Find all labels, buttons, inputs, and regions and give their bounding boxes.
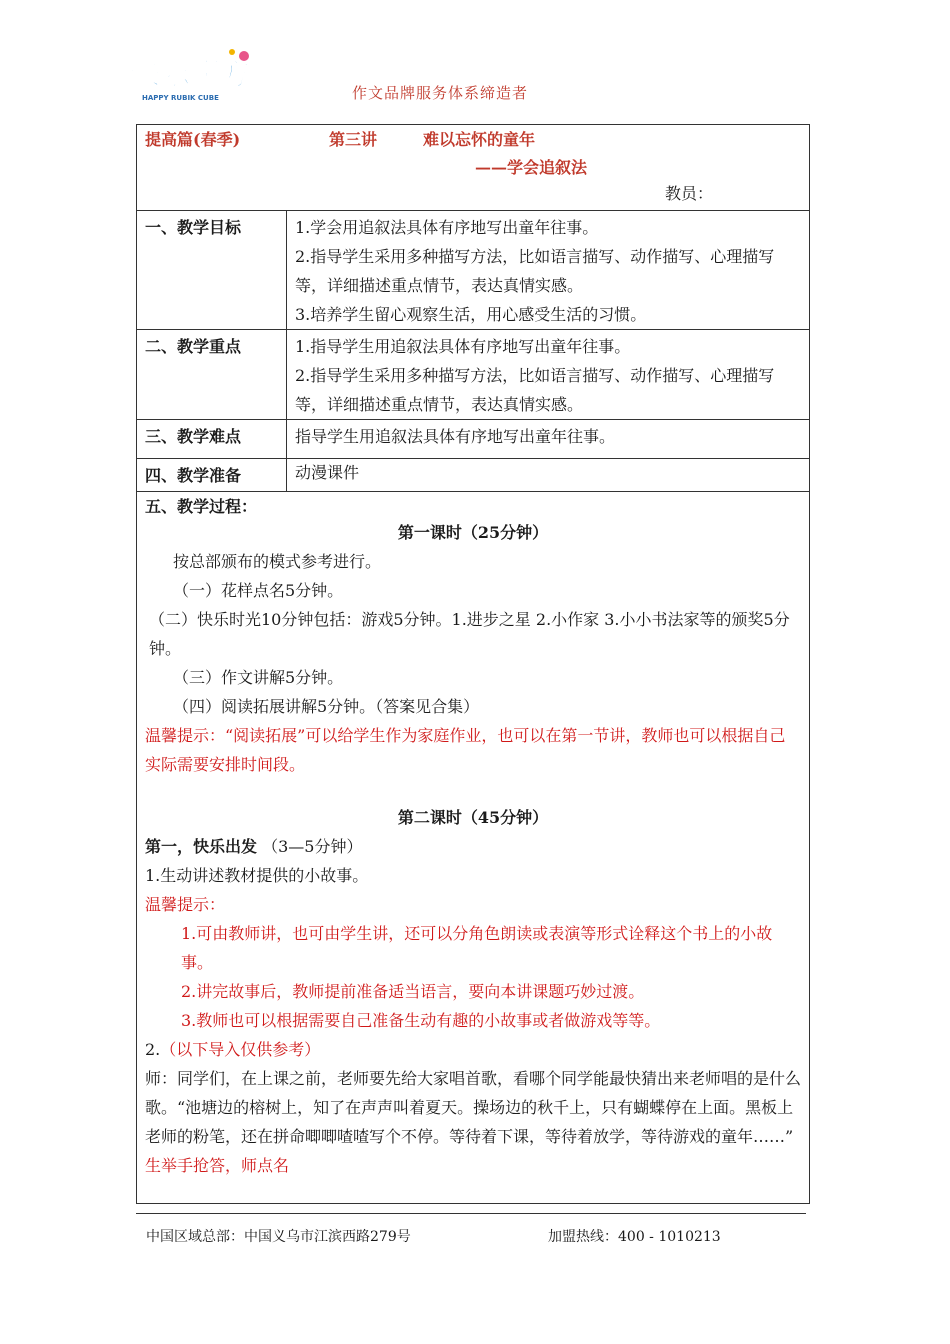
item-2-number: 2. (145, 1040, 161, 1059)
lesson-number: 第三讲 (329, 130, 378, 149)
lesson-title: 难以忘怀的童年 (423, 130, 536, 149)
row-difficulties (137, 420, 809, 459)
row-line: 3.培养学生留心观察生活，用心感受生活的习惯。 (295, 305, 647, 324)
warm-tip-2-item: 2.讲完故事后，教师提前准备适当语言，要向本讲课题巧妙过渡。 (181, 982, 645, 1001)
logo-subtitle: HAPPY RUBIK CUBE (142, 94, 219, 102)
teacher-speech: 师：同学们，在上课之前，老师要先给大家唱首歌，看哪个同学能最快猜出来老师唱的是什么歌。“池塘边的榕树上，知了在声声叫着夏天。操场边的秋千上，只有蝴蝶停在上面。黑板上老师的粉笔，还在拼命唧唧喳喳写个不停。等待着下课，等待着放学，等待游戏的童年……” (145, 1069, 802, 1146)
warm-tip-2-item: 3.教师也可以根据需要自己准备生动有趣的小故事或者做游戏等等。 (181, 1011, 661, 1030)
row-line: 动漫课件 (295, 463, 360, 482)
row-preparation (137, 459, 809, 492)
row-label: 二、教学重点 (137, 330, 287, 419)
lesson-subtitle: ——学会追叙法 (475, 158, 588, 177)
step-1-time: （3—5分钟） (262, 837, 363, 856)
step-1-title: 第一，快乐出发 (145, 837, 258, 856)
logo-text: 快乐魔方 (130, 57, 250, 92)
footer-divider (136, 1213, 806, 1214)
period-1-step: （三）作文讲解5分钟。 (173, 668, 344, 687)
row-label: 一、教学目标 (137, 211, 287, 329)
row-line: 1.学会用追叙法具体有序地写出童年往事。 (295, 218, 599, 237)
step-1-heading (145, 832, 801, 861)
footer-address: 中国区域总部：中国义乌市江滨西路279号 (146, 1229, 411, 1245)
row-line: 2.指导学生采用多种描写方法，比如语言描写、动作描写、心理描写等，详细描述重点情节，表达真情实感。 (295, 247, 775, 295)
step-1-item-2 (145, 1035, 801, 1064)
process-heading: 五、教学过程： (145, 497, 258, 516)
period-1-intro: 按总部颁布的模式参考进行。 (173, 552, 382, 571)
row-label: 三、教学难点 (137, 420, 287, 458)
period-1-step: （四）阅读拓展讲解5分钟。（答案见合集） (173, 697, 480, 716)
brand-logo (128, 46, 258, 106)
teaching-process (137, 492, 809, 1184)
lesson-header (137, 125, 809, 211)
period-1-title: 第一课时（25分钟） (397, 523, 549, 542)
warm-tip-2-label: 温馨提示： (145, 895, 226, 914)
row-line: 1.指导学生用追叙法具体有序地写出童年往事。 (295, 337, 631, 356)
row-label: 四、教学准备 (137, 459, 287, 491)
row-line: 指导学生用追叙法具体有序地写出童年往事。 (295, 427, 616, 446)
period-1-step: （一）花样点名5分钟。 (173, 581, 344, 600)
course-level: 提高篇(春季) (145, 130, 241, 149)
footer-hotline: 加盟热线：400 - 1010213 (548, 1229, 721, 1245)
period-1-step: （二）快乐时光10分钟包括：游戏5分钟。1.进步之星 2.小作家 3.小小书法家等的颁奖5分钟。 (149, 610, 790, 658)
period-2-title: 第二课时（45分钟） (397, 808, 549, 827)
row-teaching-goals (137, 211, 809, 330)
item-2-note: （以下导入仅供参考） (160, 1040, 321, 1059)
lesson-plan-table (136, 124, 810, 1204)
student-note: 生举手抢答，师点名 (145, 1156, 290, 1175)
warm-tip-1: 温馨提示：“阅读拓展”可以给学生作为家庭作业，也可以在第一节讲，教师也可以根据自己实际需要安排时间段。 (145, 726, 786, 774)
row-line: 2.指导学生采用多种描写方法，比如语言描写、动作描写、心理描写等，详细描述重点情节，表达真情实感。 (295, 366, 775, 414)
warm-tip-2-item: 1.可由教师讲，也可由学生讲，还可以分角色朗读或表演等形式诠释这个书上的小故事。 (181, 924, 773, 972)
teacher-label: 教员： (665, 184, 714, 203)
step-1-item: 1.生动讲述教材提供的小故事。 (145, 866, 369, 885)
brand-slogan: 作文品牌服务体系缔造者 (352, 84, 529, 102)
row-key-points (137, 330, 809, 420)
